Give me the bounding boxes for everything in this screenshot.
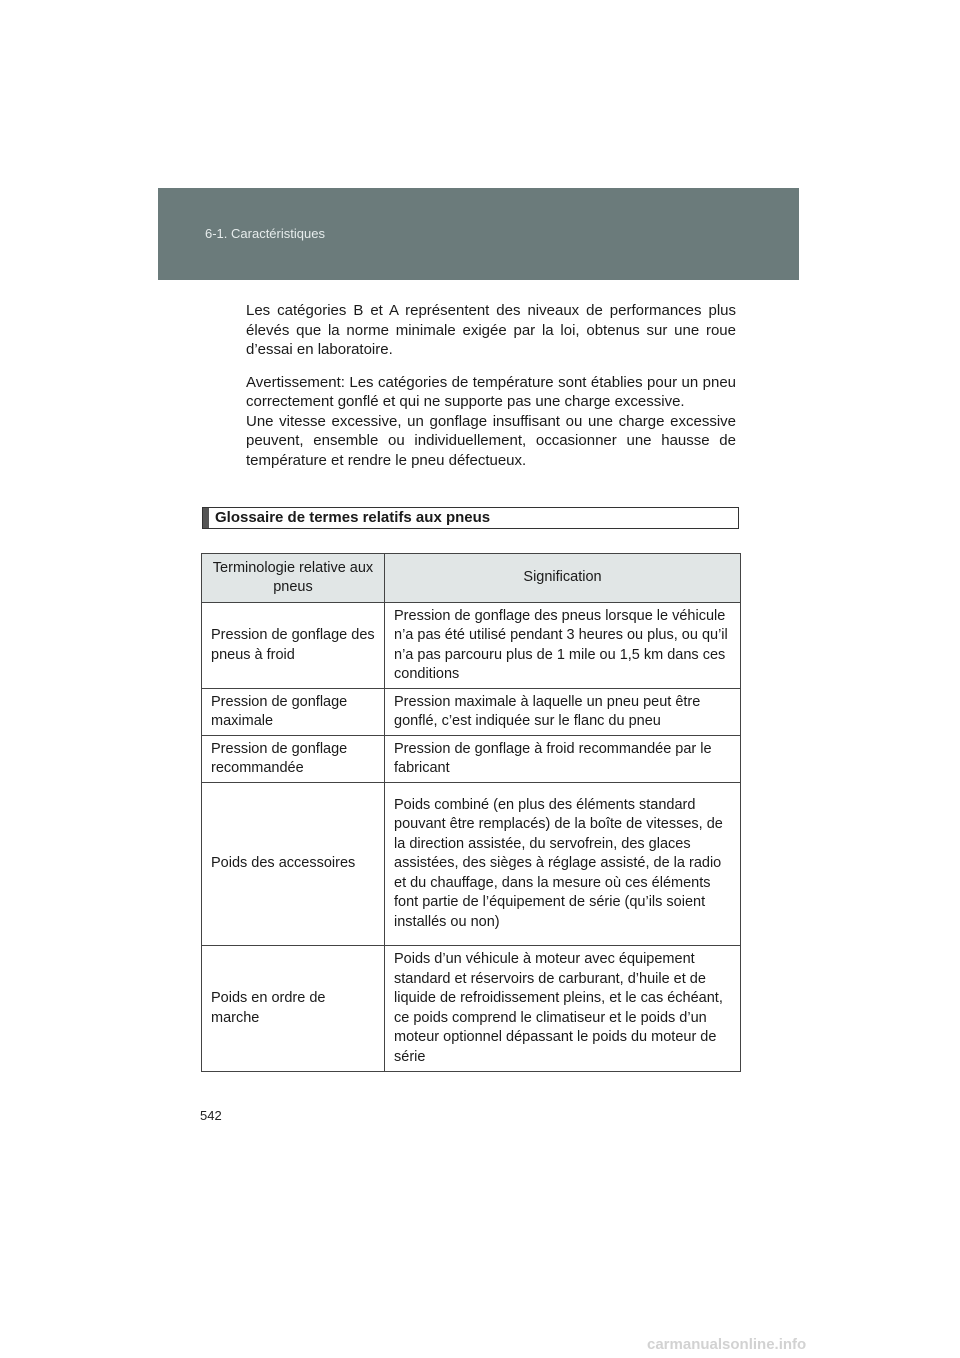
table-header-row [202,554,741,603]
table-row [202,603,741,689]
meaning-cell: Pression de gonflage à froid recommandée par le fabricant [385,736,741,783]
term-cell: Pression de gonflage maximale [202,689,385,736]
meaning-cell: Poids combiné (en plus des éléments standard pouvant être remplacés) de la boîte de vitesses, de la direction assistée, du servofrein, des glaces assistées, des sièges à réglage assisté, de la radio et du chauffage, dans la mesure où ces éléments font partie de l’équipement de série (qu’ils soient installés ou non) [385,783,741,946]
column-header-meaning: Signification [385,554,741,603]
section-header-band [158,188,799,280]
glossary-heading: Glossaire de termes relatifs aux pneus [202,507,739,529]
section-label: 6-1. Caractéristiques [205,226,325,241]
table-row [202,736,741,783]
column-header-term: Terminologie relative aux pneus [202,554,385,603]
term-cell: Pression de gonflage des pneus à froid [202,603,385,689]
meaning-cell: Pression de gonflage des pneus lorsque le véhicule n’a pas été utilisé pendant 3 heures ou plus, ou qu’il n’a pas parcouru plus de 1 mile ou 1,5 km dans ces conditions [385,603,741,689]
glossary-table [201,553,741,1072]
term-cell: Poids en ordre de marche [202,946,385,1072]
intro-text [246,301,736,470]
intro-paragraph-1: Les catégories B et A représentent des niveaux de performances plus élevés que la norme minimale exigée par la loi, obtenus sur une roue d’essai en laboratoire. [246,302,736,358]
table-row [202,946,741,1072]
intro-paragraph-2: Avertissement: Les catégories de température sont établies pour un pneu correctement gonflé et qui ne supporte pas une charge excessive. [246,373,736,410]
term-cell: Pression de gonflage recommandée [202,736,385,783]
watermark-text: carmanualsonline.info [647,1336,807,1353]
meaning-cell: Pression maximale à laquelle un pneu peut être gonflé, c’est indiquée sur le flanc du pneu [385,689,741,736]
term-cell: Poids des accessoires [202,783,385,946]
meaning-cell: Poids d’un véhicule à moteur avec équipement standard et réservoirs de carburant, d’huile et de liquide de refroidissement pleins, et le cas échéant, ce poids comprend le climatiseur et le poids d’un moteur optionnel dépassant le poids du moteur de série [385,946,741,1072]
intro-paragraph-3: Une vitesse excessive, un gonflage insuffisant ou une charge excessive peuvent, ensemble ou individuellement, occasionner une hausse de température et rendre le pneu défectueux. [246,412,736,469]
page-number: 542 [200,1108,222,1123]
table-row [202,783,741,946]
table-row [202,689,741,736]
